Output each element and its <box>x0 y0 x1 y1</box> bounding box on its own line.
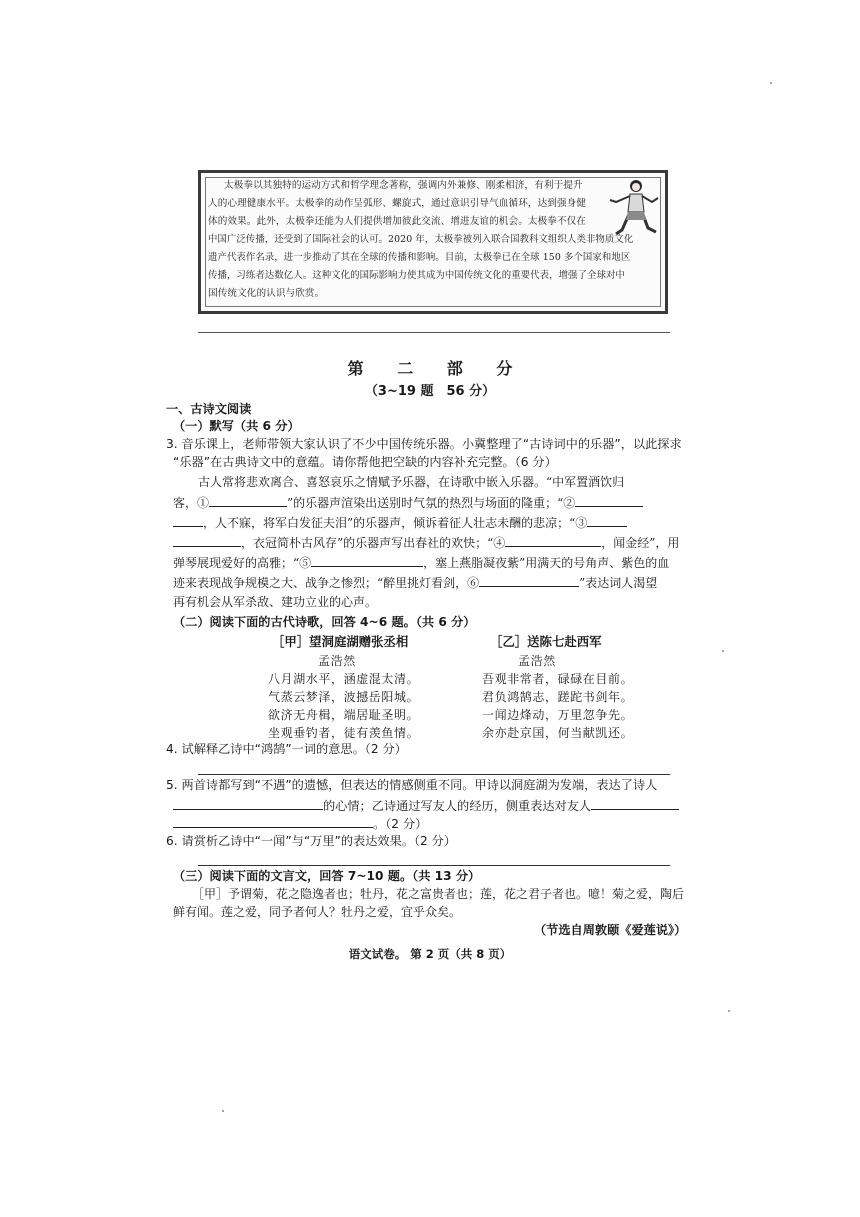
subsection-heading: （二）阅读下面的古代诗歌，回答 4~6 题。（共 6 分） <box>173 615 476 629</box>
passage-line: 人的心理健康水平。太极拳的动作呈弧形、螺旋式，通过意识引导气血循环，达到强身健 <box>208 198 587 209</box>
blank-q5-a[interactable] <box>173 797 323 810</box>
fill-line-2 <box>173 494 643 511</box>
fill-line-1: 古人常将悲欢离合、喜怒哀乐之情赋予乐器，在诗歌中嵌入乐器。“中军置酒饮归 <box>198 475 625 489</box>
scan-speck <box>222 1110 224 1112</box>
page-footer: 语文试卷。 第 2 页（共 8 页） <box>348 947 512 961</box>
fill-text: 迹来表现战争规模之大、战争之惨烈；“醉里挑灯看剑，⑥ <box>173 576 480 590</box>
scan-speck <box>770 82 772 84</box>
poem-a-line: 坐观垂钓者，徒有羡鱼情。 <box>268 726 420 740</box>
poem-b-line: 一闻边烽动，万里忽争先。 <box>482 708 634 722</box>
fill-text: 弹琴展现爱好的高雅；“⑤ <box>173 556 312 570</box>
poem-b-line: 君负鸿鹄志，蹉跎书剑年。 <box>482 690 634 704</box>
question-5-line-1: 5. 两首诗都写到“不遇”的遗憾，但表达的情感侧重不同。甲诗以洞庭湖为发端，表达了诗人 <box>166 778 658 792</box>
fill-line-3 <box>173 514 627 531</box>
source-citation: （节选自周敦颐《爱莲说》） <box>534 923 687 937</box>
blank-q5-b-cont[interactable] <box>173 815 373 828</box>
poem-a-line: 欲济无舟楫，端居耻圣明。 <box>268 708 420 722</box>
passage-line: 中国广泛传播，还受到了国际社会的认可。2020 年，太极拳被列入联合国教科文组织人类非物质文化 <box>208 234 634 245</box>
question-3-line-2: “乐器”在古典诗文中的意蕴。请你帮他把空缺的内容补充完整。（6 分） <box>173 455 557 469</box>
question-5-line-3 <box>173 815 427 832</box>
fill-text: ”的乐器声渲染出送别时气氛的热烈与场面的隆重；“② <box>287 496 576 510</box>
blank-3-cont[interactable] <box>173 534 241 547</box>
question-5-text: 的心情；乙诗通过写友人的经历，侧重表达对友人 <box>323 799 592 813</box>
fill-text: ，人不寐，将军白发征夫泪”的乐器声，倾诉着征人壮志未酬的悲凉；“③ <box>203 516 588 530</box>
fill-line-4 <box>173 534 679 551</box>
blank-6[interactable] <box>479 574 579 587</box>
classical-text-line-1: ［甲］予谓菊，花之隐逸者也；牡丹，花之富贵者也；莲，花之君子者也。噫！菊之爱，陶后 <box>192 887 685 901</box>
blank-q5-b[interactable] <box>591 797 679 810</box>
subsection-heading: （三）阅读下面的文言文，回答 7~10 题。（共 13 分） <box>173 869 481 883</box>
subsection-heading: （一）默写（共 6 分） <box>173 419 300 433</box>
section-divider <box>198 332 670 333</box>
question-4: 4. 试解释乙诗中“鸿鹄”一词的意思。（2 分） <box>166 742 407 756</box>
question-5-score: 。（2 分） <box>373 817 428 831</box>
question-3-line-1: 3. 音乐课上，老师带领大家认识了不少中国传统乐器。小冀整理了“古诗词中的乐器”，以此探求 <box>166 437 682 451</box>
question-5-line-2 <box>173 797 679 814</box>
classical-text-line-2: 鲜有闻。莲之爱，同予者何人？牡丹之爱，宜乎众矣。 <box>173 905 462 919</box>
blank-5[interactable] <box>311 554 423 567</box>
part-title: 第 二 部 分 <box>347 359 527 378</box>
poem-a-author: 孟浩然 <box>318 654 356 668</box>
passage-line: 国传统文化的认识与欣赏。 <box>208 288 325 299</box>
fill-text: ，塞上燕脂凝夜紫”用满天的号角声、紫色的血 <box>423 556 670 570</box>
scan-speck <box>722 650 724 652</box>
passage-line: 太极拳以其独特的运动方式和哲学理念著称，强调内外兼修、刚柔相济，有利于提升 <box>224 180 583 191</box>
fill-line-5 <box>173 554 669 571</box>
fill-text: ，闻金经”，用 <box>601 536 680 550</box>
fill-text: ”表达词人渴望 <box>579 576 658 590</box>
poem-b-line: 吾观非常者，碌碌在目前。 <box>482 672 634 686</box>
fill-line-6 <box>173 574 657 591</box>
blank-1[interactable] <box>209 494 287 507</box>
question-6: 6. 请赏析乙诗中“一闻”与“万里”的表达效果。（2 分） <box>166 834 457 848</box>
blank-3[interactable] <box>587 514 627 527</box>
scan-speck <box>728 1010 730 1012</box>
passage-line: 遗产代表作名录，进一步推动了其在全球的传播和影响。目前，太极拳已在全球 150 多个国家和地区 <box>208 252 631 263</box>
blank-4[interactable] <box>505 534 601 547</box>
fill-text: ，衣冠简朴古风存”的乐器声写出春社的欢快；“④ <box>241 536 506 550</box>
poem-a-line: 八月湖水平，涵虚混太清。 <box>268 672 420 686</box>
poem-b-title: ［乙］送陈七赴西军 <box>490 634 602 649</box>
section-heading: 一、古诗文阅读 <box>166 402 252 416</box>
taichi-figure-icon <box>602 176 662 242</box>
answer-line-q6[interactable] <box>198 865 670 866</box>
poem-a-title: ［甲］望洞庭湖赠张丞相 <box>272 634 409 649</box>
part-subtitle: （3~19 题 56 分） <box>364 384 496 399</box>
passage-line: 体的效果。此外，太极拳还能为人们提供增加彼此交流、增进友谊的机会。太极拳不仅在 <box>208 216 587 227</box>
poem-a-line: 气蒸云梦泽，波撼岳阳城。 <box>268 690 420 704</box>
fill-line-7: 再有机会从军杀敌、建功立业的心声。 <box>173 595 378 609</box>
poem-b-author: 孟浩然 <box>518 654 556 668</box>
passage-line: 传播，习练者达数亿人。这种文化的国际影响力使其成为中国传统文化的重要代表，增强了全球对中 <box>208 270 625 281</box>
blank-2-cont[interactable] <box>173 514 203 527</box>
blank-2[interactable] <box>575 494 643 507</box>
poem-b-line: 余亦赴京国，何当献凯还。 <box>482 726 634 740</box>
fill-text: 客，① <box>173 496 210 510</box>
answer-line-q4[interactable] <box>198 774 670 775</box>
